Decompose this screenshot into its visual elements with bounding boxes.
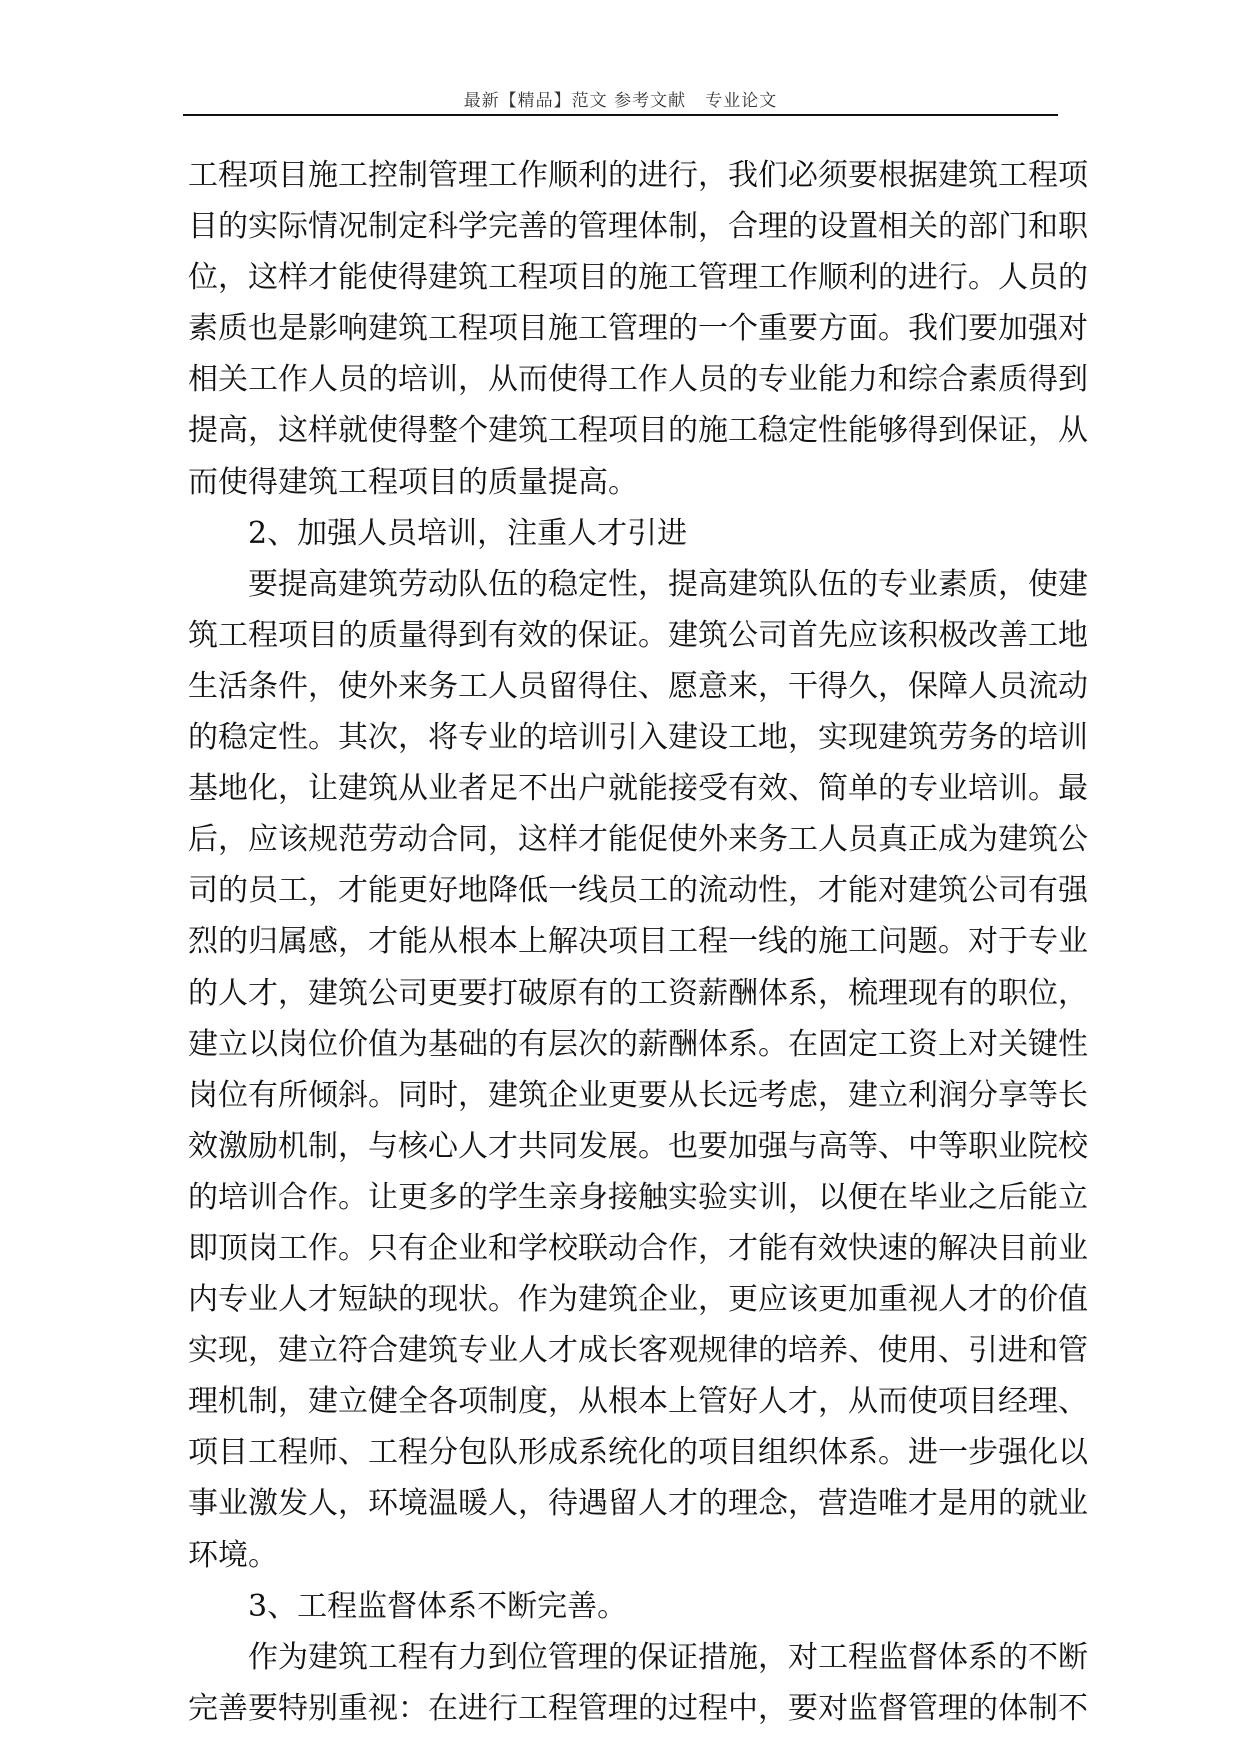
body-line: 基地化，让建筑从业者足不出户就能接受有效、简单的专业培训。最 xyxy=(188,771,1088,807)
body-line: 工程项目施工控制管理工作顺利的进行，我们必须要根据建筑工程项 xyxy=(188,158,1088,193)
body-line: 完善要特别重视：在进行工程管理的过程中，要对监督管理的体制不 xyxy=(188,1690,1088,1726)
body-line: 理机制，建立健全各项制度，从根本上管好人才，从而使项目经理、 xyxy=(188,1384,1088,1420)
body-line: 环境。 xyxy=(188,1537,278,1573)
document-body xyxy=(188,150,1088,1734)
body-line: 岗位有所倾斜。同时，建筑企业更要从长远考虑，建立利润分享等长 xyxy=(188,1077,1088,1113)
body-line: 的人才，建筑公司更要打破原有的工资薪酬体系，梳理现有的职位， xyxy=(188,975,1088,1011)
body-line: 的稳定性。其次，将专业的培训引入建设工地，实现建筑劳务的培训 xyxy=(188,720,1088,756)
body-line: 要提高建筑劳动队伍的稳定性，提高建筑队伍的专业素质，使建 xyxy=(248,566,1088,602)
section-heading: 3、工程监督体系不断完善。 xyxy=(248,1588,628,1624)
body-line: 后，应该规范劳动合同，这样才能促使外来务工人员真正成为建筑公 xyxy=(188,822,1088,858)
body-line: 项目工程师、工程分包队形成系统化的项目组织体系。进一步强化以 xyxy=(188,1435,1088,1471)
body-line: 而使得建筑工程项目的质量提高。 xyxy=(188,464,638,500)
body-line: 相关工作人员的培训，从而使得工作人员的专业能力和综合素质得到 xyxy=(188,362,1088,398)
body-line: 内专业人才短缺的现状。作为建筑企业，更应该更加重视人才的价值 xyxy=(188,1282,1088,1318)
section-heading: 2、加强人员培训，注重人才引进 xyxy=(248,515,688,551)
body-line: 烈的归属感，才能从根本上解决项目工程一线的施工问题。对于专业 xyxy=(188,924,1088,960)
body-line: 位，这样才能使得建筑工程项目的施工管理工作顺利的进行。人员的 xyxy=(188,260,1088,296)
page-header: 最新【精品】范文 参考文献 专业论文 xyxy=(463,91,778,111)
body-line: 生活条件，使外来务工人员留得住、愿意来，干得久，保障人员流动 xyxy=(188,668,1088,704)
body-line: 筑工程项目的质量得到有效的保证。建筑公司首先应该积极改善工地 xyxy=(188,617,1088,653)
body-line: 事业激发人，环境温暖人，待遇留人才的理念，营造唯才是用的就业 xyxy=(188,1486,1088,1522)
body-line: 效激励机制，与核心人才共同发展。也要加强与高等、中等职业院校 xyxy=(188,1128,1088,1164)
header-divider xyxy=(183,114,1058,116)
body-line: 素质也是影响建筑工程项目施工管理的一个重要方面。我们要加强对 xyxy=(188,311,1088,347)
body-line: 建立以岗位价值为基础的有层次的薪酬体系。在固定工资上对关键性 xyxy=(188,1026,1088,1062)
body-line: 提高，这样就使得整个建筑工程项目的施工稳定性能够得到保证，从 xyxy=(188,413,1088,449)
body-line: 作为建筑工程有力到位管理的保证措施，对工程监督体系的不断 xyxy=(248,1639,1088,1675)
body-line: 即顶岗工作。只有企业和学校联动合作，才能有效快速的解决目前业 xyxy=(188,1230,1088,1266)
body-line: 目的实际情况制定科学完善的管理体制，合理的设置相关的部门和职 xyxy=(188,209,1088,245)
body-line: 实现，建立符合建筑专业人才成长客观规律的培养、使用、引进和管 xyxy=(188,1333,1088,1369)
body-line: 司的员工，才能更好地降低一线员工的流动性，才能对建筑公司有强 xyxy=(188,873,1088,909)
body-line: 的培训合作。让更多的学生亲身接触实验实训，以便在毕业之后能立 xyxy=(188,1179,1088,1215)
